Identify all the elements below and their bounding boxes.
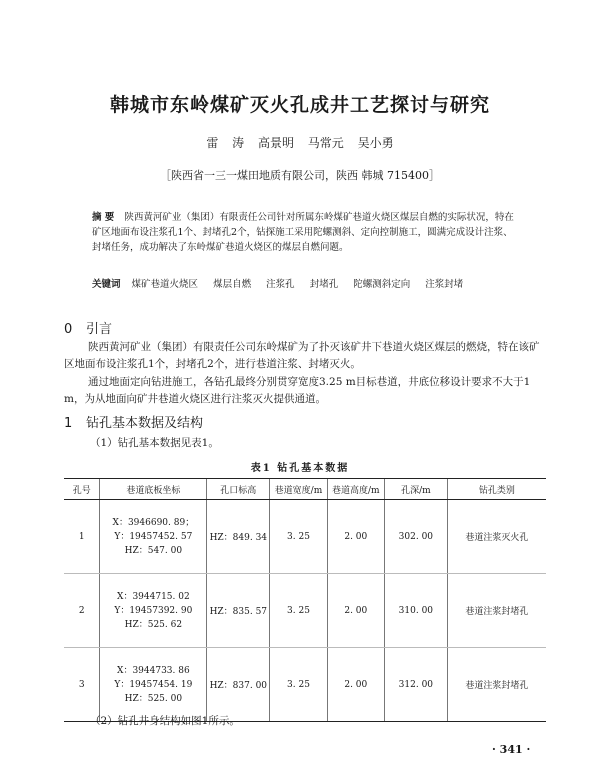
coord-x: X：3944715. 02 xyxy=(117,591,190,602)
cell-depth: 302. 00 xyxy=(384,500,447,574)
column-header: 孔深/m xyxy=(384,479,447,500)
section-number: 1 xyxy=(64,416,73,431)
column-header: 孔号 xyxy=(64,479,100,500)
cell-hole-id: 2 xyxy=(64,574,100,648)
cell-type: 巷道注浆封堵孔 xyxy=(447,648,546,722)
author-list: 雷 涛 高景明 马常元 吴小勇 xyxy=(206,136,394,150)
coord-hz: HZ：547. 00 xyxy=(124,545,183,556)
coord-x: X：3944733. 86 xyxy=(117,665,190,676)
table-caption: 表1 钻孔基本数据 xyxy=(250,463,350,474)
cell-width: 3. 25 xyxy=(270,648,327,722)
cell-coordinates xyxy=(100,648,207,722)
keyword: 注浆封堵 xyxy=(425,279,464,290)
coord-y: Y：19457454. 19 xyxy=(114,679,193,690)
section-heading-intro xyxy=(64,318,112,337)
drill-data-table xyxy=(64,478,546,722)
cell-hole-id: 1 xyxy=(64,500,100,574)
table-row xyxy=(64,648,546,722)
subsection-2: （2）钻孔井身结构如图1所示。 xyxy=(90,715,240,727)
cell-coordinates xyxy=(100,574,207,648)
column-header: 钻孔类别 xyxy=(447,479,546,500)
cell-height: 2. 00 xyxy=(327,574,384,648)
cell-height: 2. 00 xyxy=(327,648,384,722)
column-header: 巷道宽度/m xyxy=(270,479,327,500)
keyword: 封堵孔 xyxy=(309,279,339,290)
cell-depth: 312. 00 xyxy=(384,648,447,722)
cell-collar-elevation: HZ：835. 57 xyxy=(207,574,270,648)
column-header: 孔口标高 xyxy=(207,479,270,500)
cell-width: 3. 25 xyxy=(270,500,327,574)
table-header-row xyxy=(64,479,546,500)
coord-y: Y：19457392. 90 xyxy=(114,605,193,616)
section-heading-drill-data xyxy=(64,412,203,431)
keyword: 注浆孔 xyxy=(266,279,295,290)
keywords-block xyxy=(92,277,522,292)
abstract-text: 陕西黄河矿业（集团）有限责任公司针对所属东岭煤矿巷道火烧区煤层自燃的实际状况，特在矿区地面布设注浆孔1个、封堵孔2个，钻探施工采用陀螺测斜、定向控制施工，圆满完成设计注浆、封堵任务，成功解决了东岭煤矿巷道火烧区的煤层自燃问题。 xyxy=(92,212,514,253)
intro-paragraph-1: 陕西黄河矿业（集团）有限责任公司东岭煤矿为了扑灭该矿井下巷道火烧区煤层的燃烧，特在该矿区地面布设注浆孔1个，封堵孔2个，进行巷道注浆、封堵灭火。 xyxy=(64,341,540,370)
keyword: 陀螺测斜定向 xyxy=(353,279,411,290)
cell-collar-elevation: HZ：849. 34 xyxy=(207,500,270,574)
article-title: 韩城市东岭煤矿灭火孔成井工艺探讨与研究 xyxy=(109,94,490,116)
cell-hole-id: 3 xyxy=(64,648,100,722)
subsection-1: （1）钻孔基本数据见表1。 xyxy=(90,437,219,449)
cell-coordinates xyxy=(100,500,207,574)
keywords-label: 关键词 xyxy=(92,279,121,290)
affiliation: ［陕西省一三一煤田地质有限公司，陕西 韩城 715400］ xyxy=(160,169,440,182)
abstract-label: 摘 要 xyxy=(92,212,115,223)
cell-depth: 310. 00 xyxy=(384,574,447,648)
coord-hz: HZ：525. 00 xyxy=(124,693,183,704)
section-title: 钻孔基本数据及结构 xyxy=(86,416,204,431)
keyword: 煤层自燃 xyxy=(213,279,252,290)
cell-type: 巷道注浆封堵孔 xyxy=(447,574,546,648)
abstract-block xyxy=(92,210,522,255)
table-row xyxy=(64,574,546,648)
intro-paragraph-2: 通过地面定向钻进施工，各钻孔最终分别贯穿宽度3.25 m目标巷道，井底位移设计要求不大于1 m，为从地面向矿井巷道火烧区进行注浆灭火提供通道。 xyxy=(64,376,531,405)
cell-height: 2. 00 xyxy=(327,500,384,574)
table-row xyxy=(64,500,546,574)
coord-x: X：3946690. 89； xyxy=(112,517,195,528)
coord-hz: HZ：525. 62 xyxy=(124,619,183,630)
cell-type: 巷道注浆灭火孔 xyxy=(447,500,546,574)
keyword: 煤矿巷道火烧区 xyxy=(131,279,199,290)
coord-y: Y：19457452. 57 xyxy=(114,531,193,542)
cell-width: 3. 25 xyxy=(270,574,327,648)
page-number: · 341 · xyxy=(492,743,531,756)
column-header: 巷道底板坐标 xyxy=(100,479,207,500)
cell-collar-elevation: HZ：837. 00 xyxy=(207,648,270,722)
column-header: 巷道高度/m xyxy=(327,479,384,500)
section-number: 0 xyxy=(64,322,73,337)
section-title: 引言 xyxy=(86,322,113,337)
